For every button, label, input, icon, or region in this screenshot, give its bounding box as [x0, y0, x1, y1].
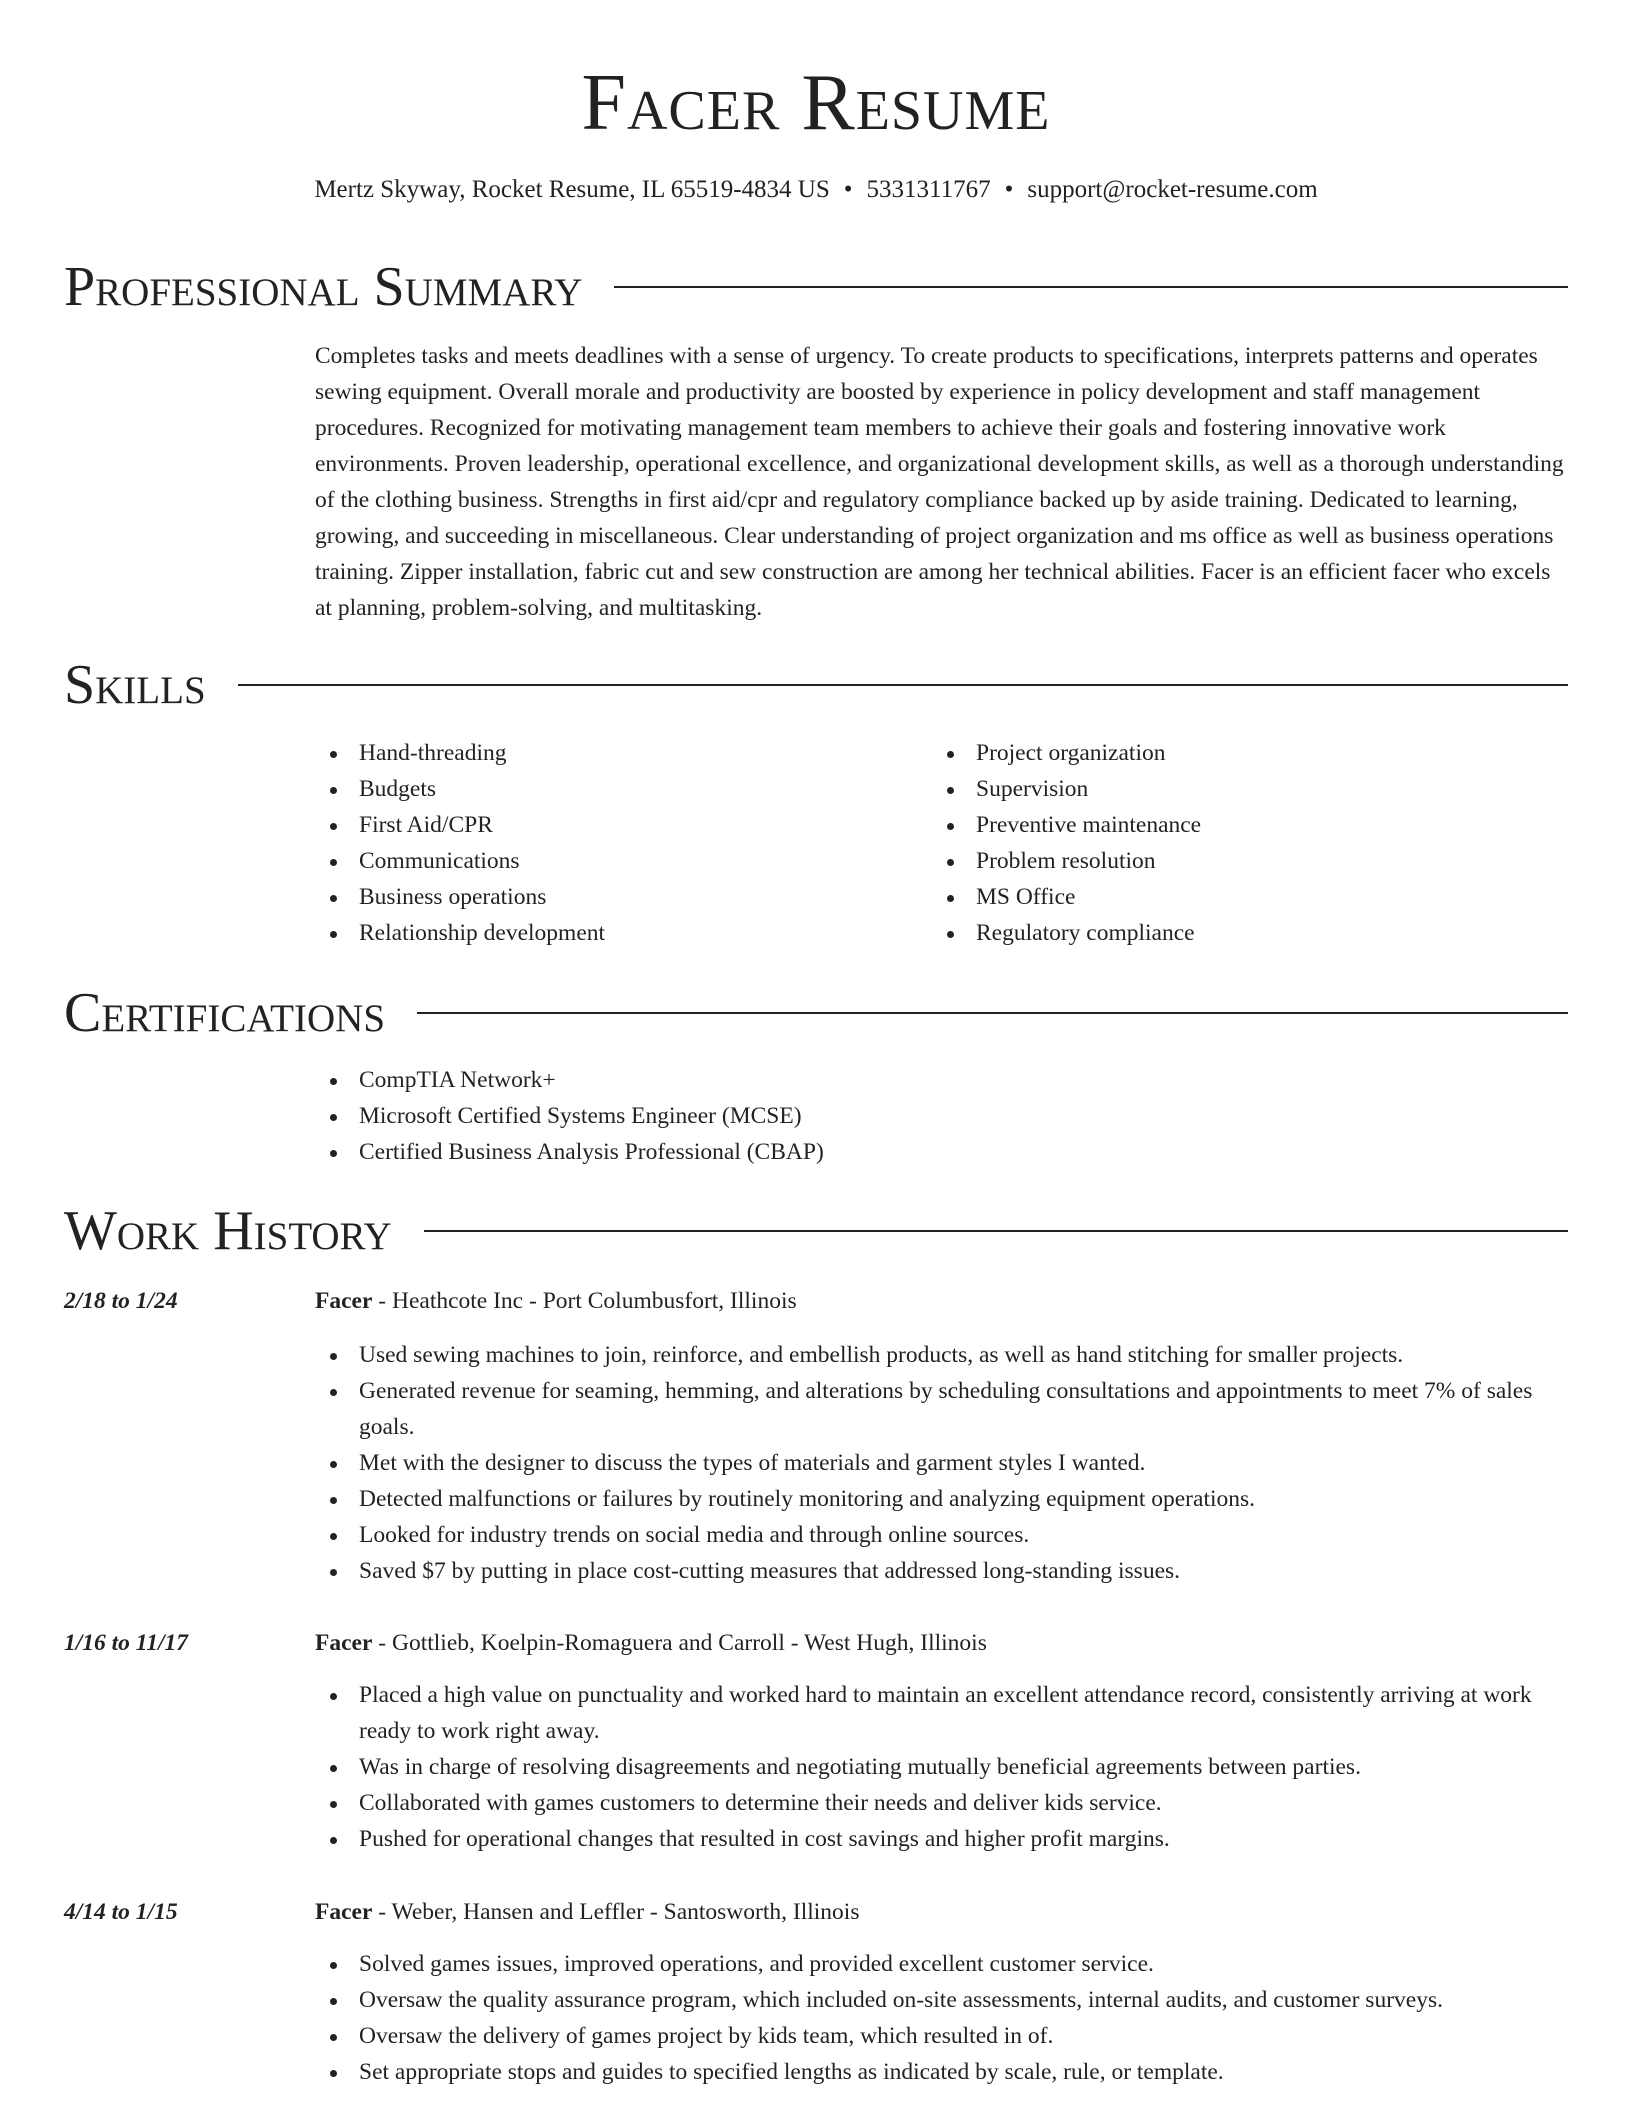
skill-item: MS Office — [932, 879, 1552, 915]
job-title: Facer — [315, 1899, 373, 1925]
separator-dot: • — [1004, 176, 1014, 203]
job-dates: 2/18 to 1/24 — [64, 1288, 178, 1314]
skill-item: Communications — [315, 843, 915, 879]
certification-item: Certified Business Analysis Professional (CBAP) — [315, 1134, 1565, 1170]
phone-text: 5331311767 — [866, 176, 991, 203]
job-title-line — [315, 1283, 797, 1319]
skill-item: First Aid/CPR — [315, 807, 915, 843]
skills-title: Skills — [64, 654, 206, 716]
job-bullet-item: Solved games issues, improved operations, and provided excellent customer service. — [315, 1946, 1570, 1982]
job-title: Facer — [315, 1288, 373, 1314]
skill-item: Preventive maintenance — [932, 807, 1552, 843]
job-dates: 1/16 to 11/17 — [64, 1630, 189, 1656]
job-bullet-item: Set appropriate stops and guides to specified lengths as indicated by scale, rule, or template. — [315, 2054, 1570, 2090]
contact-line — [0, 172, 1632, 208]
job-bullet-item: Pushed for operational changes that resulted in cost savings and higher profit margins. — [315, 1821, 1570, 1857]
job-bullets — [315, 1337, 1570, 1589]
job-employer: - Heathcote Inc - Port Columbusfort, Illinois — [372, 1288, 797, 1314]
certifications-list — [315, 1062, 1565, 1170]
skill-item: Business operations — [315, 879, 915, 915]
summary-title: Professional Summary — [64, 256, 583, 318]
section-divider — [424, 1230, 1568, 1232]
skills-left-column — [315, 735, 915, 951]
job-bullet-item: Oversaw the delivery of games project by kids team, which resulted in of. — [315, 2018, 1570, 2054]
job-bullets — [315, 1677, 1570, 1857]
job-bullet-item: Looked for industry trends on social media and through online sources. — [315, 1517, 1570, 1553]
job-bullet-item: Met with the designer to discuss the types of materials and garment styles I wanted. — [315, 1445, 1570, 1481]
section-divider — [238, 684, 1568, 686]
skill-item: Regulatory compliance — [932, 915, 1552, 951]
job-employer: - Gottlieb, Koelpin-Romaguera and Carroll - West Hugh, Illinois — [372, 1630, 987, 1656]
work-title: Work History — [64, 1200, 392, 1262]
certification-item: Microsoft Certified Systems Engineer (MCSE) — [315, 1098, 1565, 1134]
address-text: Mertz Skyway, Rocket Resume, IL 65519-4834 US — [314, 176, 830, 203]
skill-item: Supervision — [932, 771, 1552, 807]
skills-list-left — [315, 735, 915, 951]
certifications-block — [315, 1062, 1565, 1170]
resume-name: Facer Resume — [581, 59, 1051, 147]
skill-item: Problem resolution — [932, 843, 1552, 879]
certifications-title: Certifications — [64, 982, 386, 1044]
job-title-line — [315, 1625, 987, 1661]
job-bullet-item: Detected malfunctions or failures by routinely monitoring and analyzing equipment operations. — [315, 1481, 1570, 1517]
skill-item: Hand-threading — [315, 735, 915, 771]
job-bullets — [315, 1946, 1570, 2090]
job-title: Facer — [315, 1630, 373, 1656]
summary-text: Completes tasks and meets deadlines with a sense of urgency. To create products to specifications, interprets patterns and operates sewing equipment. Overall morale and productivity are boosted by experience in policy development and staff management procedures. Recognized for motivating management team members to achieve their goals and fostering innovative work environments. Proven leadership, operational excellence, and organizational development skills, as well as a thorough understanding of the clothing business. Strengths in first aid/cpr and regulatory compliance backed up by aside training. Dedicated to learning, growing, and succeeding in miscellaneous. Clear understanding of project organization and ms office as well as business operations training. Zipper installation, fabric cut and sew construction are among her technical abilities. Facer is an efficient facer who excels at planning, problem-solving, and multitasking. — [315, 343, 1564, 621]
job-employer: - Weber, Hansen and Leffler - Santosworth, Illinois — [372, 1899, 860, 1925]
job-dates: 4/14 to 1/15 — [64, 1899, 178, 1925]
job-bullet-item: Oversaw the quality assurance program, which included on-site assessments, internal audits, and customer surveys. — [315, 1982, 1570, 2018]
job-bullet-item: Generated revenue for seaming, hemming, and alterations by scheduling consultations and appointments to meet 7% of sales goals. — [315, 1373, 1570, 1445]
skills-list-right — [932, 735, 1552, 951]
section-divider — [614, 286, 1568, 288]
work-section-header — [64, 1196, 1568, 1266]
separator-dot: • — [843, 176, 853, 203]
email-text: support@rocket-resume.com — [1027, 176, 1318, 203]
skills-section-header — [64, 650, 1568, 720]
job-bullet-list — [315, 1677, 1570, 1857]
certifications-section-header — [64, 978, 1568, 1048]
certification-item: CompTIA Network+ — [315, 1062, 1565, 1098]
job-bullet-item: Collaborated with games customers to determine their needs and deliver kids service. — [315, 1785, 1570, 1821]
job-title-line — [315, 1894, 859, 1930]
summary-section-header — [64, 252, 1568, 322]
skill-item: Relationship development — [315, 915, 915, 951]
skills-right-column — [932, 735, 1552, 951]
skill-item: Budgets — [315, 771, 915, 807]
job-bullet-item: Saved $7 by putting in place cost-cutting measures that addressed long-standing issues. — [315, 1553, 1570, 1589]
job-bullet-item: Used sewing machines to join, reinforce, and embellish products, as well as hand stitching for smaller projects. — [315, 1337, 1570, 1373]
job-bullet-item: Was in charge of resolving disagreements and negotiating mutually beneficial agreements between parties. — [315, 1749, 1570, 1785]
job-bullet-item: Placed a high value on punctuality and worked hard to maintain an excellent attendance record, consistently arriving at work ready to work right away. — [315, 1677, 1570, 1749]
job-bullet-list — [315, 1946, 1570, 2090]
job-bullet-list — [315, 1337, 1570, 1589]
skill-item: Project organization — [932, 735, 1552, 771]
section-divider — [417, 1012, 1568, 1014]
